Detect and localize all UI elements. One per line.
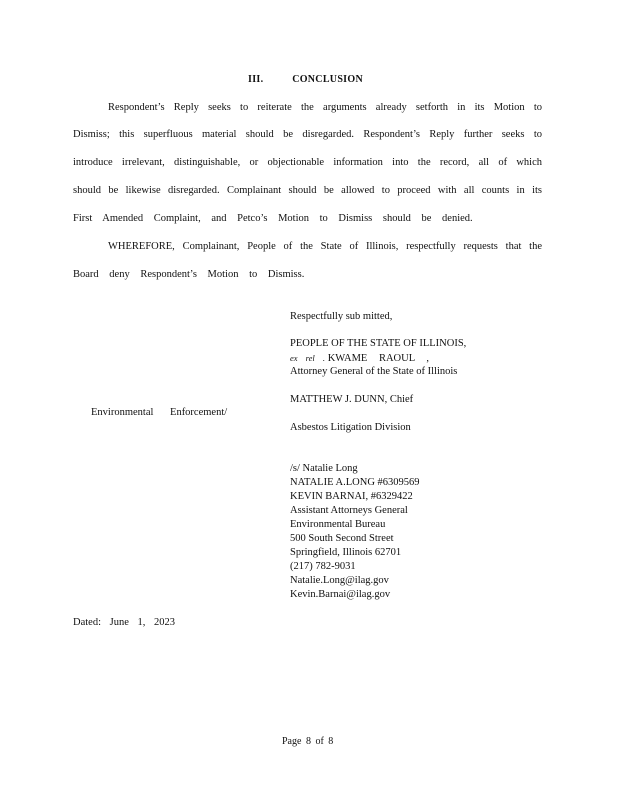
conclusion-line: Dismiss; this superfluous material should be disregarded. Respondent’s Reply further seeks to bbox=[73, 129, 542, 140]
environmental-enforcement: Environmental Enforcement/ bbox=[91, 407, 228, 418]
conclusion-line: should be likewise disregarded. Complainant should be allowed to proceed with all counts in its bbox=[73, 185, 542, 196]
ex-rel: ex rel . bbox=[290, 353, 326, 363]
phone-number: (217) 782-9031 bbox=[290, 561, 356, 572]
section-heading bbox=[248, 74, 363, 85]
division-name: Asbestos Litigation Division bbox=[290, 422, 411, 433]
email-link[interactable]: Kevin.Barnai@ilag.gov bbox=[290, 589, 391, 600]
email-link[interactable]: Natalie.Long@ilag.gov bbox=[290, 575, 389, 586]
wherefore-line: Board deny Respondent’s Motion to Dismiss. bbox=[73, 269, 305, 280]
attorney-title: Assistant Attorneys General bbox=[290, 505, 408, 516]
attorney-name: KEVIN BARNAI, #6329422 bbox=[290, 491, 413, 502]
electronic-signature: /s/ Natalie Long bbox=[290, 463, 358, 474]
ex-rel-line bbox=[290, 351, 429, 366]
city-address: Springfield, Illinois 62701 bbox=[290, 547, 402, 558]
conclusion-line: First Amended Complaint, and Petco’s Motion to Dismiss should be denied. bbox=[73, 213, 473, 224]
closing: Respectfully sub mitted, bbox=[290, 311, 393, 322]
attorney-name: NATALIE A.LONG #6309569 bbox=[290, 477, 420, 488]
section-number: III. bbox=[248, 74, 264, 85]
chief-name: MATTHEW J. DUNN, Chief bbox=[290, 394, 414, 405]
date-line: Dated: June 1, 2023 bbox=[73, 617, 175, 628]
section-title: CONCLUSION bbox=[292, 74, 363, 85]
kwame-raoul: KWAME RAOUL , bbox=[327, 353, 430, 364]
wherefore-line: WHEREFORE, Complainant, People of the State of Illinois, respectfully requests that the bbox=[108, 241, 542, 252]
attorney-general-title: Attorney General of the State of Illinois bbox=[290, 366, 458, 377]
conclusion-line: introduce irrelevant, distinguishable, or objectionable information into the record, all of which bbox=[73, 157, 542, 168]
conclusion-line: Respondent’s Reply seeks to reiterate the arguments already setforth in its Motion to bbox=[108, 102, 542, 113]
page-footer: Page 8 of 8 bbox=[282, 736, 334, 747]
bureau-name: Environmental Bureau bbox=[290, 519, 386, 530]
people-line: PEOPLE OF THE STATE OF ILLINOIS, bbox=[290, 338, 467, 349]
street-address: 500 South Second Street bbox=[290, 533, 394, 544]
